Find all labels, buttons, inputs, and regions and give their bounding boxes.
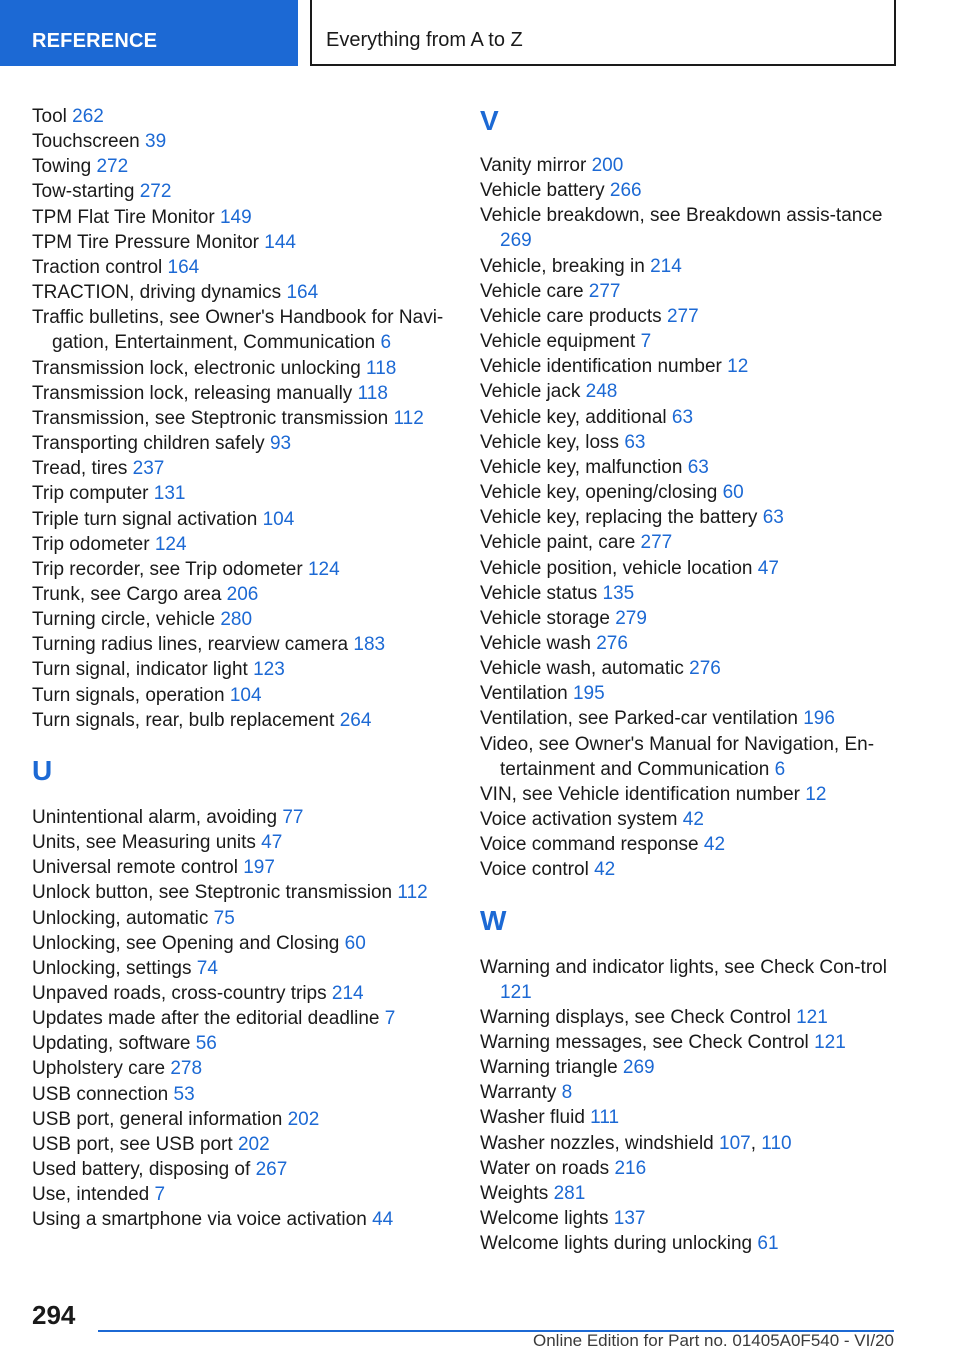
- index-entry-label: Tow-starting: [32, 181, 135, 203]
- index-entry-label: Vehicle breakdown, see Breakdown assis‐tance: [480, 205, 883, 227]
- page-reference-link[interactable]: 12: [727, 356, 749, 378]
- index-entry: [32, 1031, 452, 1056]
- index-entry: [32, 557, 452, 582]
- page-reference-link[interactable]: 112: [393, 407, 424, 429]
- index-entry-label: Transmission lock, releasing manually: [32, 382, 353, 404]
- index-entry: [480, 254, 890, 279]
- index-entry-label: Turning radius lines, rearview camera: [32, 634, 349, 656]
- index-entry: [480, 1080, 890, 1105]
- index-entry: [32, 1056, 452, 1081]
- index-entry: [32, 154, 452, 179]
- index-entry-label: Voice control: [480, 859, 589, 881]
- index-group-u: [32, 805, 452, 1233]
- index-entry-label: Vehicle care products: [480, 305, 662, 327]
- edition-note: Online Edition for Part no. 01405A0F540 - VI/20: [532, 1331, 894, 1350]
- index-entry: [32, 880, 452, 905]
- index-entry-label: Vehicle status: [480, 582, 598, 604]
- index-entry-label: Vehicle care: [480, 280, 584, 302]
- index-entry-label: Washer nozzles, windshield: [480, 1132, 714, 1154]
- page-reference-link[interactable]: 39: [145, 131, 167, 153]
- page-reference-link[interactable]: 277: [666, 305, 699, 327]
- index-entry-label: Vehicle jack: [480, 381, 581, 403]
- page-reference-link[interactable]: 135: [602, 582, 635, 604]
- index-entry: [480, 354, 890, 379]
- index-entry: [32, 1207, 452, 1232]
- index-entry-label: USB connection: [32, 1083, 169, 1105]
- index-entry-label: Vehicle battery: [480, 180, 605, 202]
- page-reference-link[interactable]: 121: [814, 1032, 846, 1053]
- index-entry: [32, 1132, 452, 1157]
- page-reference-link[interactable]: 266: [609, 180, 642, 202]
- index-entry-label: Welcome lights: [480, 1208, 609, 1230]
- page-reference-link[interactable]: 42: [703, 834, 726, 856]
- index-entry: [32, 356, 452, 381]
- index-entry-label: Video, see Owner's Manual for Navigation, En‐tertainment and Communication: [480, 733, 875, 780]
- page-reference-link[interactable]: 164: [167, 256, 200, 278]
- index-entry-label: Water on roads: [480, 1157, 610, 1179]
- page-reference-link[interactable]: 110: [761, 1132, 792, 1154]
- index-entry: [480, 304, 890, 329]
- index-entry-label: TRACTION, driving dynamics: [32, 282, 282, 304]
- page-reference-link[interactable]: 7: [154, 1184, 166, 1206]
- page-reference-link[interactable]: 280: [220, 609, 253, 631]
- page-reference-link[interactable]: 206: [226, 583, 259, 605]
- index-entry-label: Unlock button, see Steptronic transmission: [32, 882, 393, 904]
- section-tab: [0, 0, 298, 66]
- index-entry-label: Warranty: [480, 1082, 557, 1104]
- page-reference-link[interactable]: 118: [357, 382, 388, 404]
- index-entry-label: Warning displays, see Check Control: [480, 1006, 791, 1028]
- index-entry: [480, 656, 890, 681]
- index-entry: [480, 832, 890, 857]
- index-entry-label: Vehicle, breaking in: [480, 255, 645, 277]
- page-reference-link[interactable]: 77: [282, 806, 304, 828]
- index-entry: [480, 178, 890, 203]
- page-reference-link[interactable]: 214: [331, 983, 364, 1004]
- index-entry-label: Unlocking, see Opening and Closing: [32, 932, 340, 954]
- index-entry-label: Vehicle wash, automatic: [480, 658, 684, 680]
- index-entry-label: Updating, software: [32, 1033, 191, 1055]
- page-reference-link[interactable]: 272: [96, 156, 129, 178]
- page-reference-link[interactable]: 149: [219, 206, 252, 228]
- page-reference-link[interactable]: 104: [262, 508, 295, 530]
- page-reference-link[interactable]: 42: [594, 859, 616, 881]
- index-entry: [32, 632, 452, 657]
- chapter-title: Everything from A to Z: [326, 29, 523, 51]
- index-letter-v: V: [480, 105, 499, 136]
- index-entry: [480, 153, 890, 178]
- page-reference-link[interactable]: 196: [803, 708, 835, 730]
- index-entry: [32, 532, 452, 557]
- index-entry-label: Used battery, disposing of: [32, 1159, 251, 1181]
- index-entry: [480, 1206, 890, 1231]
- index-entry: [480, 955, 890, 1005]
- index-entry-label: Vehicle storage: [480, 607, 610, 629]
- index-entry: [32, 406, 452, 431]
- index-entry: [32, 230, 452, 255]
- index-group-v: [480, 153, 890, 883]
- index-entry-label: Units, see Measuring units: [32, 832, 256, 854]
- index-entry: [32, 507, 452, 532]
- index-entry-label: Trip computer: [32, 483, 149, 505]
- index-entry: [480, 505, 890, 530]
- index-entry-label: Trip odometer: [32, 533, 150, 555]
- index-entry-label: Unlocking, settings: [32, 957, 192, 979]
- page-reference-link[interactable]: 183: [353, 634, 386, 656]
- index-entry: [480, 530, 890, 555]
- index-entry-label: Unlocking, automatic: [32, 907, 209, 929]
- page-reference-link[interactable]: 195: [572, 683, 605, 705]
- page-reference-link[interactable]: 124: [307, 558, 340, 580]
- page-reference-link[interactable]: 279: [615, 607, 647, 629]
- index-entry-label: Transmission, see Steptronic transmission: [32, 407, 389, 429]
- index-entry: [480, 631, 890, 656]
- index-entry-label: Warning messages, see Check Control: [480, 1032, 809, 1053]
- index-letter-w: W: [480, 904, 507, 936]
- index-entry: [32, 1182, 452, 1207]
- page-reference-link[interactable]: 197: [243, 857, 275, 879]
- index-entry-label: USB port, see USB port: [32, 1133, 233, 1155]
- index-entry: [32, 931, 452, 956]
- index-entry: [480, 379, 890, 404]
- page-reference-link[interactable]: 63: [762, 507, 784, 529]
- index-entry: [32, 582, 452, 607]
- index-entry-label: Turn signals, rear, bulb replacement: [32, 709, 335, 731]
- page-reference-link[interactable]: 61: [757, 1233, 779, 1255]
- index-entry: [32, 683, 452, 708]
- page-reference-link[interactable]: 121: [500, 981, 532, 1003]
- page-reference-link[interactable]: 264: [339, 709, 372, 731]
- index-entry-label: Ventilation: [480, 683, 568, 705]
- index-entry-label: Voice activation system: [480, 809, 678, 831]
- index-entry-label: Upholstery care: [32, 1058, 166, 1080]
- page-reference-link[interactable]: 137: [613, 1208, 646, 1230]
- page-reference-link[interactable]: 93: [269, 433, 292, 455]
- index-entry: [480, 405, 890, 430]
- index-entry-label: Tread, tires: [32, 458, 128, 480]
- page-reference-link[interactable]: 47: [757, 557, 779, 579]
- index-entry-label: Vehicle position, vehicle location: [480, 557, 753, 579]
- index-entry: [480, 1005, 890, 1030]
- page-number: 294: [32, 1300, 76, 1330]
- index-entry-label: Vanity mirror: [480, 155, 587, 176]
- index-entry-label: Touchscreen: [32, 131, 140, 153]
- page-reference-link[interactable]: 214: [650, 255, 682, 277]
- index-entry: [480, 203, 890, 253]
- index-entry-label: Towing: [32, 156, 92, 178]
- index-entry-label: Unintentional alarm, avoiding: [32, 806, 278, 828]
- index-entry: [32, 305, 452, 355]
- page-reference-link[interactable]: 63: [624, 431, 646, 453]
- page-reference-link[interactable]: 44: [372, 1209, 394, 1231]
- page-reference-link[interactable]: 60: [722, 482, 744, 504]
- index-entry: [32, 1157, 452, 1182]
- index-entry-label: Using a smartphone via voice activation: [32, 1209, 367, 1231]
- chapter-title-box: [310, 0, 896, 66]
- page-reference-link[interactable]: 272: [139, 181, 172, 203]
- index-entry-label: Traffic bulletins, see Owner's Handbook for Navi‐gation, Entertainment, Communication: [32, 307, 444, 354]
- page-reference-link[interactable]: 47: [261, 832, 283, 854]
- page-reference-link[interactable]: 56: [195, 1033, 217, 1055]
- index-entry: [480, 480, 890, 505]
- index-entry: [480, 681, 890, 706]
- page-reference-link[interactable]: 281: [553, 1182, 586, 1204]
- index-entry-label: Welcome lights during unlocking: [480, 1233, 753, 1255]
- page-reference-link[interactable]: 118: [366, 357, 397, 379]
- index-entry: [32, 205, 452, 230]
- index-entry: [32, 981, 452, 1006]
- index-entry: [32, 855, 452, 880]
- index-entry: [32, 255, 452, 280]
- page-reference-link[interactable]: 6: [774, 758, 786, 780]
- index-entry: [480, 1156, 890, 1181]
- index-entry: [32, 657, 452, 682]
- index-entry-label: Updates made after the editorial deadline: [32, 1008, 380, 1030]
- index-entry-label: Unpaved roads, cross-country trips: [32, 983, 327, 1004]
- page-reference-link[interactable]: 12: [805, 783, 827, 805]
- page-reference-link[interactable]: 202: [287, 1108, 320, 1130]
- page-reference-link[interactable]: 121: [796, 1006, 828, 1028]
- index-entry-label: Vehicle key, loss: [480, 431, 620, 453]
- page-reference-link[interactable]: 42: [682, 809, 704, 831]
- index-entry: [32, 456, 452, 481]
- index-entry-label: Vehicle paint, care: [480, 532, 636, 554]
- index-entry-label: Vehicle key, additional: [480, 406, 667, 428]
- index-entry: [480, 329, 890, 354]
- index-entry-label: Warning triangle: [480, 1057, 618, 1079]
- page-reference-link[interactable]: 8: [561, 1082, 573, 1104]
- index-entry: [32, 708, 452, 733]
- section-label: REFERENCE: [32, 30, 158, 52]
- index-entry: [32, 179, 452, 204]
- index-entry: [480, 556, 890, 581]
- index-entry: [480, 430, 890, 455]
- page-reference-link[interactable]: 278: [170, 1058, 203, 1080]
- index-entry-label: Washer fluid: [480, 1107, 585, 1129]
- index-entry: [480, 581, 890, 606]
- index-entry-label: Transporting children safely: [32, 433, 265, 455]
- index-entry-label: Vehicle wash: [480, 632, 591, 654]
- index-group-t: [32, 104, 452, 733]
- index-entry: [480, 455, 890, 480]
- page-reference-link[interactable]: 60: [344, 932, 366, 954]
- index-entry: [32, 1006, 452, 1031]
- index-entry-label: Voice command response: [480, 834, 699, 856]
- index-entry-label: Universal remote control: [32, 857, 238, 879]
- index-entry: [480, 782, 890, 807]
- page-reference-link[interactable]: 200: [591, 155, 624, 176]
- index-entry: [32, 906, 452, 931]
- index-entry-label: USB port, general information: [32, 1108, 283, 1130]
- index-entry-label: Trunk, see Cargo area: [32, 583, 222, 605]
- index-column-left: [32, 104, 452, 1233]
- page-reference-link[interactable]: 111: [590, 1107, 620, 1129]
- page-reference-link[interactable]: 112: [397, 882, 428, 904]
- page-reference-link[interactable]: 216: [614, 1157, 647, 1179]
- index-entry-label: Use, intended: [32, 1184, 150, 1206]
- page-reference-link[interactable]: 131: [153, 483, 186, 505]
- index-group-w: [480, 955, 890, 1257]
- page-reference-link[interactable]: 107: [719, 1132, 751, 1154]
- index-entry-label: Vehicle key, replacing the battery: [480, 507, 758, 529]
- page-reference-link[interactable]: 53: [173, 1083, 195, 1105]
- index-entry: [32, 280, 452, 305]
- page-reference-link[interactable]: 7: [384, 1008, 396, 1030]
- index-entry: [480, 807, 890, 832]
- page-reference-link[interactable]: 269: [500, 230, 532, 252]
- page-reference-link[interactable]: 75: [213, 907, 235, 929]
- index-entry: [480, 1105, 890, 1130]
- page-reference-link[interactable]: 164: [286, 282, 319, 304]
- index-entry: [32, 481, 452, 506]
- index-entry: [480, 1030, 890, 1055]
- index-entry-label: Transmission lock, electronic unlocking: [32, 357, 361, 379]
- index-entry: [480, 706, 890, 731]
- page-reference-link[interactable]: 267: [255, 1159, 288, 1181]
- index-entry: [480, 606, 890, 631]
- index-entry: [480, 1231, 890, 1256]
- page-reference-link[interactable]: 144: [264, 231, 296, 253]
- page-reference-link[interactable]: 269: [622, 1057, 655, 1079]
- index-entry-label: Turn signal, indicator light: [32, 659, 248, 681]
- index-entry: [32, 805, 452, 830]
- index-entry: [480, 279, 890, 304]
- index-entry-label: Vehicle key, opening/closing: [480, 482, 718, 504]
- index-entry-label: TPM Tire Pressure Monitor: [32, 231, 259, 253]
- index-entry: [480, 857, 890, 882]
- index-entry-label: Traction control: [32, 256, 163, 278]
- page-reference-link[interactable]: 7: [640, 331, 652, 353]
- index-entry: [32, 1107, 452, 1132]
- page-reference-link[interactable]: 6: [380, 332, 392, 354]
- index-entry-label: VIN, see Vehicle identification number: [480, 783, 801, 805]
- page-reference-link[interactable]: 63: [687, 456, 709, 478]
- page-reference-link[interactable]: 63: [671, 406, 694, 428]
- page-reference-link[interactable]: 276: [689, 658, 721, 680]
- index-entry: [32, 830, 452, 855]
- index-entry: [480, 1181, 890, 1206]
- index-entry-label: Vehicle identification number: [480, 356, 722, 378]
- page-reference-link[interactable]: 262: [72, 106, 104, 127]
- index-entry-label: Vehicle equipment: [480, 331, 636, 353]
- index-entry: [480, 732, 890, 782]
- page-reference-link[interactable]: 123: [253, 659, 285, 681]
- index-entry-label: Weights: [480, 1182, 549, 1204]
- index-entry: [32, 956, 452, 981]
- index-entry-label: Ventilation, see Parked-car ventilation: [480, 708, 798, 730]
- index-entry: [32, 104, 452, 129]
- index-letter-u: U: [32, 754, 53, 786]
- index-entry: Washer nozzles, windshield 107, 110: [480, 1132, 792, 1154]
- index-entry: [32, 1082, 452, 1107]
- index-entry-label: Turning circle, vehicle: [32, 609, 216, 631]
- page-header: [0, 0, 960, 66]
- page-reference-link[interactable]: 74: [196, 957, 218, 979]
- index-entry-label: Warning and indicator lights, see Check Con‐trol: [480, 956, 887, 978]
- index-entry-label: Turn signals, operation: [32, 684, 225, 706]
- page-reference-link[interactable]: 202: [237, 1133, 270, 1155]
- page-reference-link[interactable]: 276: [596, 632, 628, 654]
- page-reference-link[interactable]: 237: [132, 458, 165, 480]
- page-reference-link[interactable]: 124: [154, 533, 187, 555]
- index-entry: [480, 1055, 890, 1080]
- index-entry: [32, 607, 452, 632]
- page-reference-link[interactable]: 248: [585, 381, 618, 403]
- index-entry-label: Trip recorder, see Trip odometer: [32, 558, 303, 580]
- index-entry: [32, 431, 452, 456]
- index-column-right: [480, 104, 890, 1256]
- index-entry-label: Tool: [32, 106, 67, 127]
- index-entry-label: Vehicle key, malfunction: [480, 456, 683, 478]
- page-reference-link[interactable]: 277: [588, 280, 621, 302]
- index-entry: [32, 129, 452, 154]
- index-entry-label: TPM Flat Tire Monitor: [32, 206, 215, 228]
- index-entry: [32, 381, 452, 406]
- page-reference-link[interactable]: 104: [229, 684, 262, 706]
- index-entry-label: Triple turn signal activation: [32, 508, 258, 530]
- page-reference-link[interactable]: 277: [640, 532, 673, 554]
